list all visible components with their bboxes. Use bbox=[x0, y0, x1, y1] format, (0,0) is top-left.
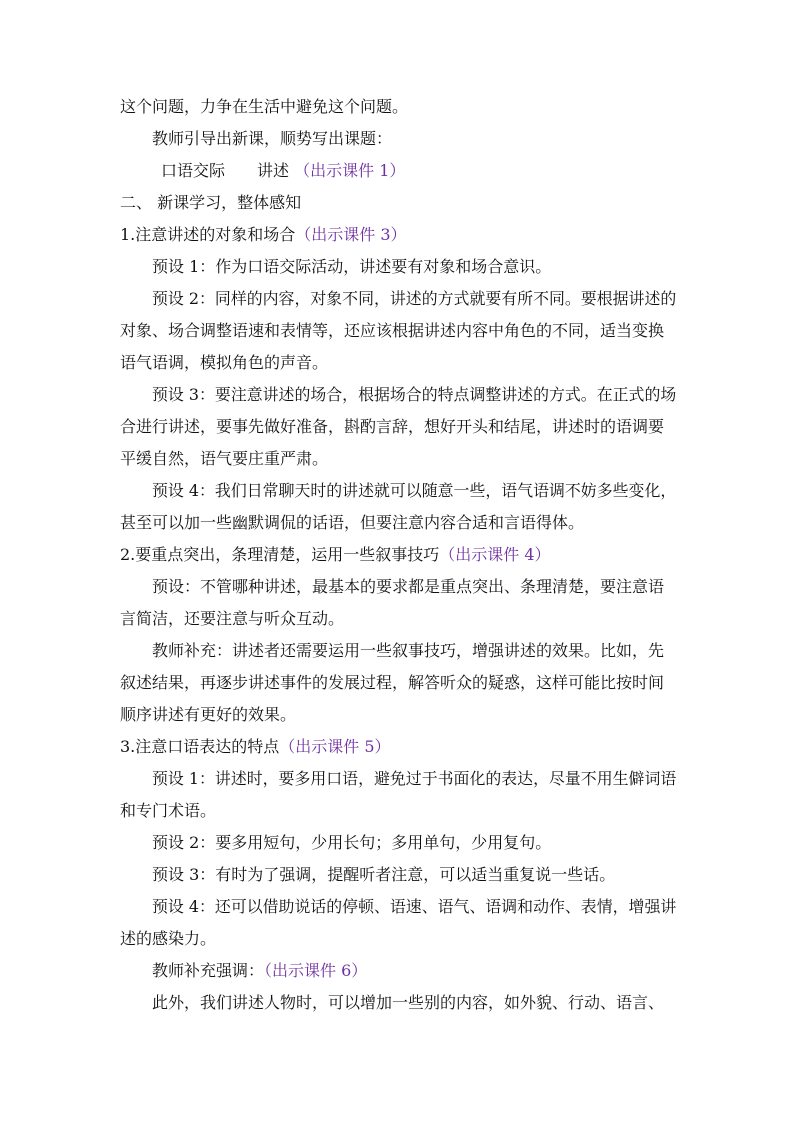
text-line: 合进行讲述，要事先做好准备，斟酌言辞，想好开头和结尾，讲述时的语调要 bbox=[120, 417, 665, 436]
courseware-note: （出示课件 6） bbox=[264, 961, 368, 980]
text-line: 顺序讲述有更好的效果。 bbox=[120, 705, 297, 724]
subsection-heading: 1.注意讲述的对象和场合（出示课件 3） bbox=[120, 225, 407, 244]
section-heading: 二、 新课学习，整体感知 bbox=[120, 193, 302, 212]
courseware-note: （出示课件 5） bbox=[279, 737, 391, 756]
text-line: 预设：不管哪种讲述，最基本的要求都是重点突出、条理清楚，要注意语 bbox=[152, 577, 665, 596]
text-line: 平缓自然，语气要庄重严肃。 bbox=[120, 449, 329, 468]
subsection-heading: 2.要重点突出，条理清楚，运用一些叙事技巧（出示课件 4） bbox=[120, 545, 551, 564]
lesson-title-line: 口语交际 讲述 （出示课件 1） bbox=[161, 161, 406, 180]
text-line: 述的感染力。 bbox=[120, 929, 217, 948]
text-line: 预设 1：讲述时，要多用口语，避免过于书面化的表达，尽量不用生僻词语 bbox=[152, 769, 677, 788]
text-line: 对象、场合调整语速和表情等，还应该根据讲述内容中角色的不同，适当变换 bbox=[120, 321, 665, 340]
text-line: 这个问题，力争在生活中避免这个问题。 bbox=[120, 97, 409, 116]
text-line: 预设 3：有时为了强调，提醒听者注意，可以适当重复说一些话。 bbox=[152, 865, 616, 884]
text-line: 预设 2：要多用短句，少用长句；多用单句，少用复句。 bbox=[152, 833, 552, 852]
text-line: 预设 4：我们日常聊天时的讲述就可以随意一些，语气语调不妨多些变化， bbox=[152, 481, 677, 500]
text-line: 叙述结果，再逐步讲述事件的发展过程，解答听众的疑惑，这样可能比按时间 bbox=[120, 673, 665, 692]
text-line: 甚至可以加一些幽默调侃的话语，但要注意内容合适和言语得体。 bbox=[120, 513, 585, 532]
courseware-note: （出示课件 3） bbox=[295, 225, 407, 244]
subsection-heading: 3.注意口语表达的特点（出示课件 5） bbox=[120, 737, 391, 756]
courseware-note: （出示课件 1） bbox=[294, 161, 406, 180]
text-line: 教师补充强调：（出示课件 6） bbox=[152, 961, 368, 980]
text-line: 预设 3：要注意讲述的场合，根据场合的特点调整讲述的方式。在正式的场 bbox=[152, 385, 677, 404]
text-line: 预设 1：作为口语交际活动，讲述要有对象和场合意识。 bbox=[152, 257, 552, 276]
text-line: 此外，我们讲述人物时，可以增加一些别的内容，如外貌、行动、语言、 bbox=[152, 993, 665, 1012]
courseware-note: （出示课件 4） bbox=[439, 545, 551, 564]
text-line: 和专门术语。 bbox=[120, 801, 217, 820]
text-line: 言简洁，还要注意与听众互动。 bbox=[120, 609, 345, 628]
text-line: 教师补充：讲述者还需要运用一些叙事技巧，增强讲述的效果。比如，先 bbox=[152, 641, 665, 660]
text-line: 语气语调，模拟角色的声音。 bbox=[120, 353, 329, 372]
text-line: 教师引导出新课，顺势写出课题： bbox=[152, 129, 393, 148]
text-line: 预设 4：还可以借助说话的停顿、语速、语气、语调和动作、表情，增强讲 bbox=[152, 897, 677, 916]
text-line: 预设 2：同样的内容，对象不同，讲述的方式就要有所不同。要根据讲述的 bbox=[152, 289, 677, 308]
